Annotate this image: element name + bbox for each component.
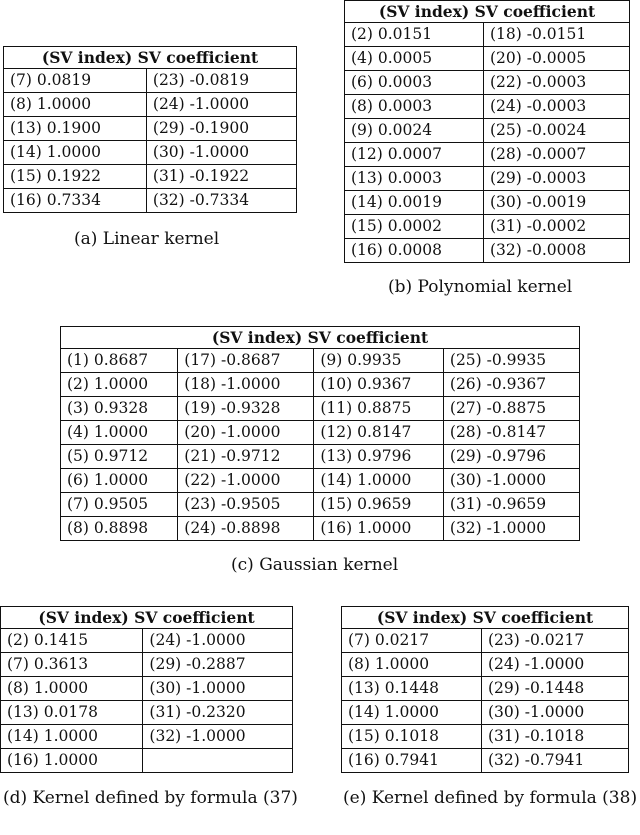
table-cell: (24) -0.0003: [483, 95, 629, 119]
table-cell: (7) 0.0819: [4, 69, 147, 93]
table-row: [61, 517, 580, 541]
table-a-block: [3, 46, 297, 213]
table-cell: (13) 0.1900: [4, 117, 147, 141]
table-cell: (22) -1.0000: [178, 469, 314, 493]
table-kernel-formula-37: [0, 606, 293, 773]
table-row: [345, 143, 630, 167]
table-cell: (24) -1.0000: [146, 93, 296, 117]
table-row: [4, 93, 297, 117]
table-cell: (16) 1.0000: [1, 749, 143, 773]
caption-c: (c) Gaussian kernel: [231, 555, 399, 575]
table-cell: (18) -1.0000: [178, 373, 314, 397]
table-cell: (28) -0.8147: [443, 421, 579, 445]
table-cell: (31) -0.9659: [443, 493, 579, 517]
table-cell: (25) -0.9935: [443, 349, 579, 373]
table-header: (SV index) SV coefficient: [342, 607, 629, 629]
table-row: [1, 725, 293, 749]
table-row: [342, 629, 629, 653]
table-cell: (26) -0.9367: [443, 373, 579, 397]
table-cell: [143, 749, 293, 773]
table-cell: (18) -0.0151: [483, 23, 629, 47]
table-row: [345, 191, 630, 215]
table-cell: (30) -1.0000: [443, 469, 579, 493]
table-cell: (29) -0.1448: [481, 677, 628, 701]
table-row: [4, 165, 297, 189]
table-d-block: [0, 606, 293, 773]
table-cell: (23) -0.9505: [178, 493, 314, 517]
table-cell: (15) 0.9659: [314, 493, 444, 517]
table-cell: (4) 1.0000: [61, 421, 178, 445]
table-cell: (13) 0.9796: [314, 445, 444, 469]
table-row: [342, 653, 629, 677]
table-cell: (6) 0.0003: [345, 71, 484, 95]
table-cell: (22) -0.0003: [483, 71, 629, 95]
table-cell: (15) 0.1018: [342, 725, 482, 749]
table-cell: (25) -0.0024: [483, 119, 629, 143]
table-cell: (32) -1.0000: [443, 517, 579, 541]
table-cell: (4) 0.0005: [345, 47, 484, 71]
table-row: [342, 725, 629, 749]
table-cell: (23) -0.0819: [146, 69, 296, 93]
table-row: [345, 239, 630, 263]
table-header-row: [4, 47, 297, 69]
table-cell: (30) -0.0019: [483, 191, 629, 215]
table-cell: (1) 0.8687: [61, 349, 178, 373]
table-cell: (30) -1.0000: [481, 701, 628, 725]
table-row: [4, 117, 297, 141]
table-cell: (31) -0.2320: [143, 701, 293, 725]
table-cell: (3) 0.9328: [61, 397, 178, 421]
table-cell: (23) -0.0217: [481, 629, 628, 653]
caption-e: (e) Kernel defined by formula (38): [343, 788, 638, 808]
table-kernel-formula-38: [341, 606, 629, 773]
table-cell: (7) 0.9505: [61, 493, 178, 517]
table-row: [1, 701, 293, 725]
table-cell: (16) 0.7334: [4, 189, 147, 213]
table-row: [345, 215, 630, 239]
table-cell: (16) 1.0000: [314, 517, 444, 541]
table-header-row: [345, 1, 630, 23]
table-header: (SV index) SV coefficient: [61, 327, 580, 349]
table-cell: (31) -0.1922: [146, 165, 296, 189]
table-cell: (12) 0.0007: [345, 143, 484, 167]
table-cell: (24) -0.8898: [178, 517, 314, 541]
table-cell: (2) 0.1415: [1, 629, 143, 653]
table-cell: (21) -0.9712: [178, 445, 314, 469]
table-cell: (10) 0.9367: [314, 373, 444, 397]
table-c-block: [60, 326, 580, 541]
table-row: [345, 23, 630, 47]
table-cell: (19) -0.9328: [178, 397, 314, 421]
table-cell: (31) -0.1018: [481, 725, 628, 749]
table-row: [4, 189, 297, 213]
table-cell: (29) -0.9796: [443, 445, 579, 469]
table-cell: (6) 1.0000: [61, 469, 178, 493]
table-header-row: [342, 607, 629, 629]
table-e-block: [341, 606, 629, 773]
table-row: [4, 69, 297, 93]
table-cell: (8) 0.8898: [61, 517, 178, 541]
table-row: [342, 749, 629, 773]
table-cell: (29) -0.2887: [143, 653, 293, 677]
table-cell: (14) 1.0000: [314, 469, 444, 493]
table-row: [1, 629, 293, 653]
table-header-row: [61, 327, 580, 349]
table-cell: (20) -0.0005: [483, 47, 629, 71]
table-cell: (14) 0.0019: [345, 191, 484, 215]
table-b-block: [344, 0, 630, 263]
table-cell: (11) 0.8875: [314, 397, 444, 421]
table-row: [1, 749, 293, 773]
table-cell: (9) 0.0024: [345, 119, 484, 143]
table-cell: (13) 0.0178: [1, 701, 143, 725]
table-row: [1, 653, 293, 677]
table-cell: (2) 0.0151: [345, 23, 484, 47]
table-cell: (15) 0.0002: [345, 215, 484, 239]
table-gaussian-kernel: [60, 326, 580, 541]
table-row: [345, 95, 630, 119]
table-row: [61, 469, 580, 493]
table-row: [61, 397, 580, 421]
caption-a: (a) Linear kernel: [74, 229, 220, 249]
table-row: [342, 701, 629, 725]
table-cell: (24) -1.0000: [143, 629, 293, 653]
table-cell: (32) -0.7941: [481, 749, 628, 773]
table-row: [61, 373, 580, 397]
table-header: (SV index) SV coefficient: [4, 47, 297, 69]
table-cell: (12) 0.8147: [314, 421, 444, 445]
table-cell: (30) -1.0000: [146, 141, 296, 165]
table-cell: (9) 0.9935: [314, 349, 444, 373]
table-cell: (13) 0.0003: [345, 167, 484, 191]
table-cell: (20) -1.0000: [178, 421, 314, 445]
table-cell: (13) 0.1448: [342, 677, 482, 701]
table-row: [342, 677, 629, 701]
table-header: (SV index) SV coefficient: [345, 1, 630, 23]
table-cell: (7) 0.0217: [342, 629, 482, 653]
table-cell: (29) -0.0003: [483, 167, 629, 191]
table-cell: (8) 1.0000: [4, 93, 147, 117]
table-row: [1, 677, 293, 701]
table-cell: (8) 0.0003: [345, 95, 484, 119]
table-cell: (5) 0.9712: [61, 445, 178, 469]
table-row: [61, 421, 580, 445]
table-cell: (29) -0.1900: [146, 117, 296, 141]
table-cell: (17) -0.8687: [178, 349, 314, 373]
table-row: [61, 493, 580, 517]
table-cell: (2) 1.0000: [61, 373, 178, 397]
table-cell: (16) 0.0008: [345, 239, 484, 263]
table-cell: (7) 0.3613: [1, 653, 143, 677]
table-header: (SV index) SV coefficient: [1, 607, 293, 629]
table-row: [61, 349, 580, 373]
table-row: [345, 167, 630, 191]
table-row: [345, 71, 630, 95]
table-cell: (28) -0.0007: [483, 143, 629, 167]
table-row: [345, 47, 630, 71]
table-cell: (14) 1.0000: [1, 725, 143, 749]
table-header-row: [1, 607, 293, 629]
table-cell: (8) 1.0000: [1, 677, 143, 701]
caption-d: (d) Kernel defined by formula (37): [3, 788, 298, 808]
table-cell: (32) -0.7334: [146, 189, 296, 213]
table-cell: (16) 0.7941: [342, 749, 482, 773]
table-polynomial-kernel: [344, 0, 630, 263]
table-cell: (27) -0.8875: [443, 397, 579, 421]
table-linear-kernel: [3, 46, 297, 213]
table-cell: (14) 1.0000: [4, 141, 147, 165]
caption-b: (b) Polynomial kernel: [388, 277, 573, 297]
table-cell: (24) -1.0000: [481, 653, 628, 677]
table-cell: (15) 0.1922: [4, 165, 147, 189]
table-row: [345, 119, 630, 143]
table-cell: (30) -1.0000: [143, 677, 293, 701]
table-cell: (8) 1.0000: [342, 653, 482, 677]
table-row: [61, 445, 580, 469]
table-cell: (32) -1.0000: [143, 725, 293, 749]
table-cell: (32) -0.0008: [483, 239, 629, 263]
table-cell: (31) -0.0002: [483, 215, 629, 239]
table-cell: (14) 1.0000: [342, 701, 482, 725]
table-row: [4, 141, 297, 165]
